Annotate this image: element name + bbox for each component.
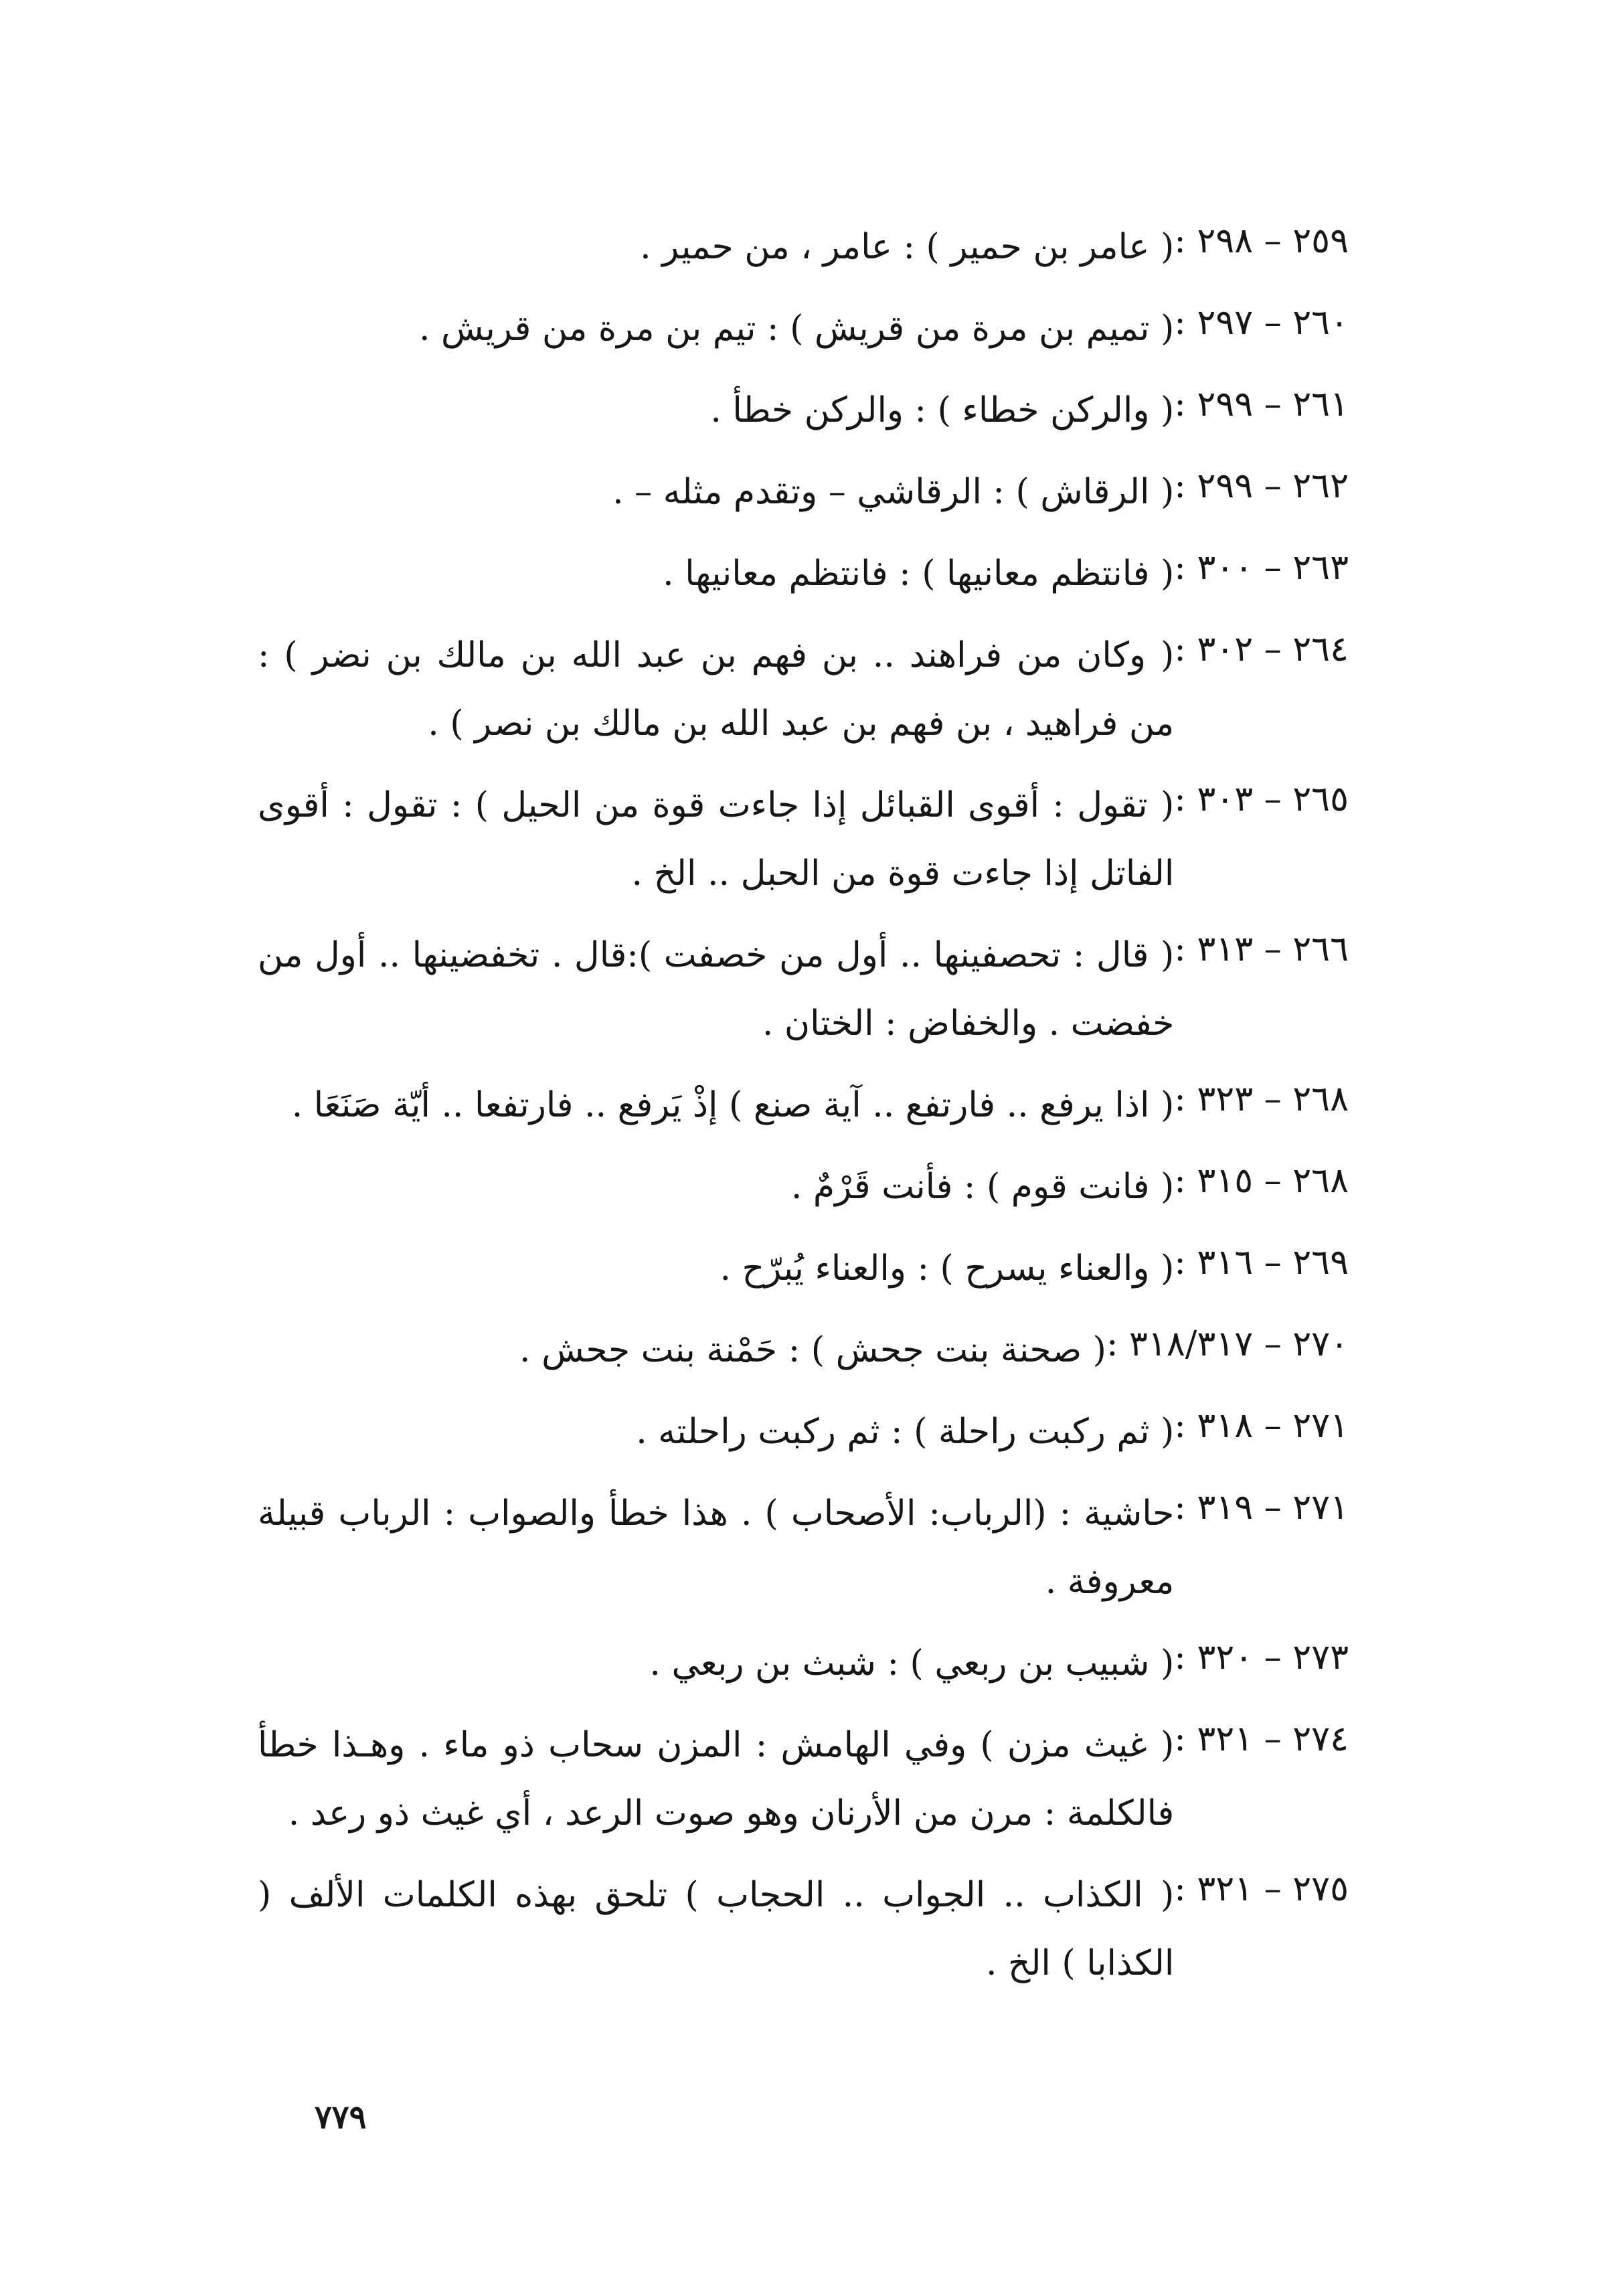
entry-text: ( صحنة بنت جحش ) : حَمْنة بنت جحش . [519,1330,1106,1370]
entry-text: ( تميم بن مرة من قريش ) : تيم بن مرة من قريش . [418,309,1175,349]
errata-entry [258,1316,1349,1384]
errata-entry [258,1479,1349,1616]
page-number: ٧٧٩ [315,2099,367,2136]
errata-entry [258,458,1349,526]
entry-reference: ٢٧٠ – ٣١٨/٣١٧ : [1106,1324,1349,1364]
entry-reference: ٢٧٣ – ٣٢٠ : [1174,1637,1349,1677]
entry-reference: ٢٦٤ – ٣٠٢ : [1174,629,1349,669]
errata-entry [258,1629,1349,1698]
errata-entry [258,1861,1349,1997]
entry-reference: ٢٥٩ – ٢٩٨ : [1174,221,1349,261]
errata-entry [258,771,1349,908]
errata-entry [258,921,1349,1058]
entry-text: ( الكذاب .. الجواب .. الحجاب ) تلحق بهذه الكلمات الألف ( الكذابا ) الخ . [258,1875,1175,1983]
entry-text: ( فانت قوم ) : فأنت قَرْمٌ . [790,1167,1175,1207]
entry-reference: ٢٦٨ – ٣١٥ : [1174,1161,1349,1201]
entry-text: ( شبيب بن ربعي ) : شبث بن ربعي . [649,1643,1175,1684]
entry-text: ( عامر بن حمير ) : عامر ، من حمير . [640,227,1175,267]
errata-entry [258,213,1349,281]
errata-entry [258,295,1349,363]
errata-entry [258,540,1349,608]
entry-text: ( اذا يرفع .. فارتفع .. آية صنع ) إذْ يَرفع .. فارتفعا .. أيّة صَنَعَا . [291,1085,1175,1125]
entry-text: ( ثم ركبت راحلة ) : ثم ركبت راحلته . [636,1412,1175,1452]
entry-text: حاشية : (الرباب: الأصحاب ) . هذا خطأ والصواب : الرباب قبيلة معروفة . [258,1493,1175,1602]
entry-reference: ٢٦٠ – ٢٩٧ : [1174,303,1349,343]
errata-entry [258,1153,1349,1221]
entry-text: ( قال : تحصفينها .. أول من خصفت ):قال . تخفضينها .. أول من خفضت . والخفاض : الختان . [258,935,1175,1044]
errata-list [258,213,1349,2011]
entry-text: ( تقول : أقوى القبائل إذا جاءت قوة من الحيل ) : تقول : أقوى الفاتل إذا جاءت قوة من الحبل .. الخ . [258,785,1175,894]
entry-text: ( والركن خطاء ) : والركن خطأ . [710,390,1175,430]
entry-reference: ٢٦١ – ٢٩٩ : [1174,384,1349,424]
entry-reference: ٢٦٩ – ٣١٦ : [1174,1242,1349,1283]
entry-reference: ٢٦٣ – ٣٠٠ : [1174,548,1349,588]
entry-text: ( الرقاش ) : الرقاشي – وتقدم مثله – . [612,472,1175,512]
errata-entry [258,1711,1349,1848]
entry-reference: ٢٦٢ – ٢٩٩ : [1174,466,1349,506]
entry-reference: ٢٧١ – ٣١٨ : [1174,1406,1349,1446]
entry-text: ( فانتظم معانيها ) : فانتظم معانيها . [663,554,1175,594]
errata-entry [258,1398,1349,1466]
entry-reference: ٢٧٥ – ٣٢١ : [1174,1869,1349,1909]
errata-entry [258,1234,1349,1303]
entry-reference: ٢٦٨ – ٣٢٣ : [1174,1079,1349,1119]
entry-reference: ٢٦٦ – ٣١٣ : [1174,929,1349,969]
entry-reference: ٢٧١ – ٣١٩ : [1174,1487,1349,1528]
errata-entry [258,376,1349,444]
entry-text: ( غيث مزن ) وفي الهامش : المزن سحاب ذو ماء . وهـذا خطأ فالكلمة : مرن من الأرنان وهو صوت الرعد ، أي غيث ذو رعد . [258,1725,1175,1833]
entry-text: ( والعناء يسرح ) : والعناء يُبرّح . [720,1248,1175,1289]
errata-entry [258,621,1349,758]
entry-text: ( وكان من فراهند .. بن فهم بن عبد الله بن مالك بن نضر ) : من فراهيد ، بن فهم بن عبد الله بن مالك بن نصر ) . [258,635,1175,744]
entry-reference: ٢٦٥ – ٣٠٣ : [1174,779,1349,819]
errata-entry [258,1071,1349,1139]
entry-reference: ٢٧٤ – ٣٢١ : [1174,1719,1349,1759]
